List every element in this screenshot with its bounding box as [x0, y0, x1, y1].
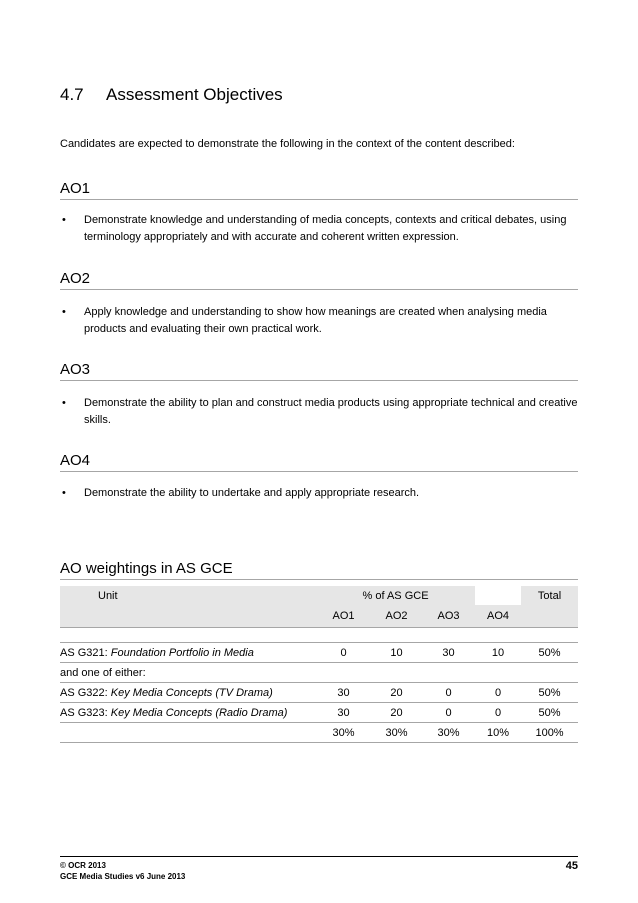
- ao2-text: Apply knowledge and understanding to show how meanings are created when analysing media products and evaluating their own practical work.: [84, 306, 547, 335]
- unit-code: AS G323:: [60, 706, 111, 719]
- ao1-value: 0: [316, 643, 371, 663]
- header-spacer: [475, 586, 521, 605]
- bullet-icon: •: [62, 487, 66, 499]
- total-value: 50%: [521, 643, 578, 663]
- ao4-total: 10%: [475, 723, 521, 743]
- ao1-text: Demonstrate knowledge and understanding of media concepts, contexts and critical debates, using terminology appropriately and with accurate and coherent written expression.: [84, 214, 567, 243]
- ao1-heading: AO1: [60, 180, 578, 200]
- intro-text: Candidates are expected to demonstrate the following in the context of the content described:: [60, 138, 515, 150]
- ao2-value: 20: [371, 683, 422, 703]
- subheader-blank: [60, 605, 316, 628]
- ao4-value: 10: [475, 643, 521, 663]
- unit-title: Key Media Concepts (TV Drama): [110, 686, 273, 699]
- unit-code: AS G321:: [60, 646, 111, 659]
- col-ao2-header: AO2: [371, 605, 422, 628]
- ao2-value: 20: [371, 703, 422, 723]
- table-row: [60, 643, 578, 663]
- ao3-value: 30: [422, 643, 475, 663]
- ao2-value: 10: [371, 643, 422, 663]
- totals-label-blank: [60, 723, 316, 743]
- col-unit-header: Unit: [60, 586, 316, 605]
- ao4-value: 0: [475, 683, 521, 703]
- footer-left: [60, 860, 185, 882]
- option-note: and one of either:: [60, 663, 578, 683]
- table-row: [60, 663, 578, 683]
- ao1-value: 30: [316, 683, 371, 703]
- ao3-value: 0: [422, 683, 475, 703]
- unit-title: Key Media Concepts (Radio Drama): [110, 706, 288, 719]
- col-group-header: % of AS GCE: [316, 586, 475, 605]
- unit-cell: [60, 703, 316, 723]
- unit-cell: [60, 683, 316, 703]
- ao2-heading: AO2: [60, 270, 578, 290]
- col-ao1-header: AO1: [316, 605, 371, 628]
- ao3-text: Demonstrate the ability to plan and construct media products using appropriate technical and creative skills.: [84, 397, 578, 426]
- ao1-value: 30: [316, 703, 371, 723]
- bullet-icon: •: [62, 214, 66, 226]
- ao4-value: 0: [475, 703, 521, 723]
- page-number: 45: [565, 860, 578, 872]
- copyright-text: © OCR 2013: [60, 861, 106, 870]
- table-spacer-row: [60, 628, 578, 643]
- ao3-total: 30%: [422, 723, 475, 743]
- unit-code: AS G322:: [60, 686, 111, 699]
- section-heading: [60, 85, 283, 105]
- col-ao3-header: AO3: [422, 605, 475, 628]
- total-value: 50%: [521, 703, 578, 723]
- bullet-icon: •: [62, 306, 66, 318]
- weightings-table: [60, 586, 578, 743]
- table-row: [60, 683, 578, 703]
- page-footer: [60, 856, 578, 881]
- totals-row: [60, 723, 578, 743]
- total-value: 50%: [521, 683, 578, 703]
- col-total-header: Total: [521, 586, 578, 605]
- ao1-total: 30%: [316, 723, 371, 743]
- unit-title: Foundation Portfolio in Media: [110, 646, 254, 659]
- document-version: GCE Media Studies v6 June 2013: [60, 872, 186, 881]
- bullet-icon: •: [62, 397, 66, 409]
- grand-total: 100%: [521, 723, 578, 743]
- ao4-heading: AO4: [60, 452, 578, 472]
- subheader-blank: [521, 605, 578, 628]
- section-title: Assessment Objectives: [106, 85, 283, 104]
- ao2-total: 30%: [371, 723, 422, 743]
- weightings-heading: AO weightings in AS GCE: [60, 560, 578, 580]
- col-ao4-header: AO4: [475, 605, 521, 628]
- section-number: 4.7: [60, 85, 84, 104]
- ao4-text: Demonstrate the ability to undertake and apply appropriate research.: [84, 487, 420, 499]
- ao3-value: 0: [422, 703, 475, 723]
- ao3-heading: AO3: [60, 361, 578, 381]
- table-row: [60, 703, 578, 723]
- unit-cell: [60, 643, 316, 663]
- table-header-row: [60, 586, 578, 605]
- table-subheader-row: [60, 605, 578, 628]
